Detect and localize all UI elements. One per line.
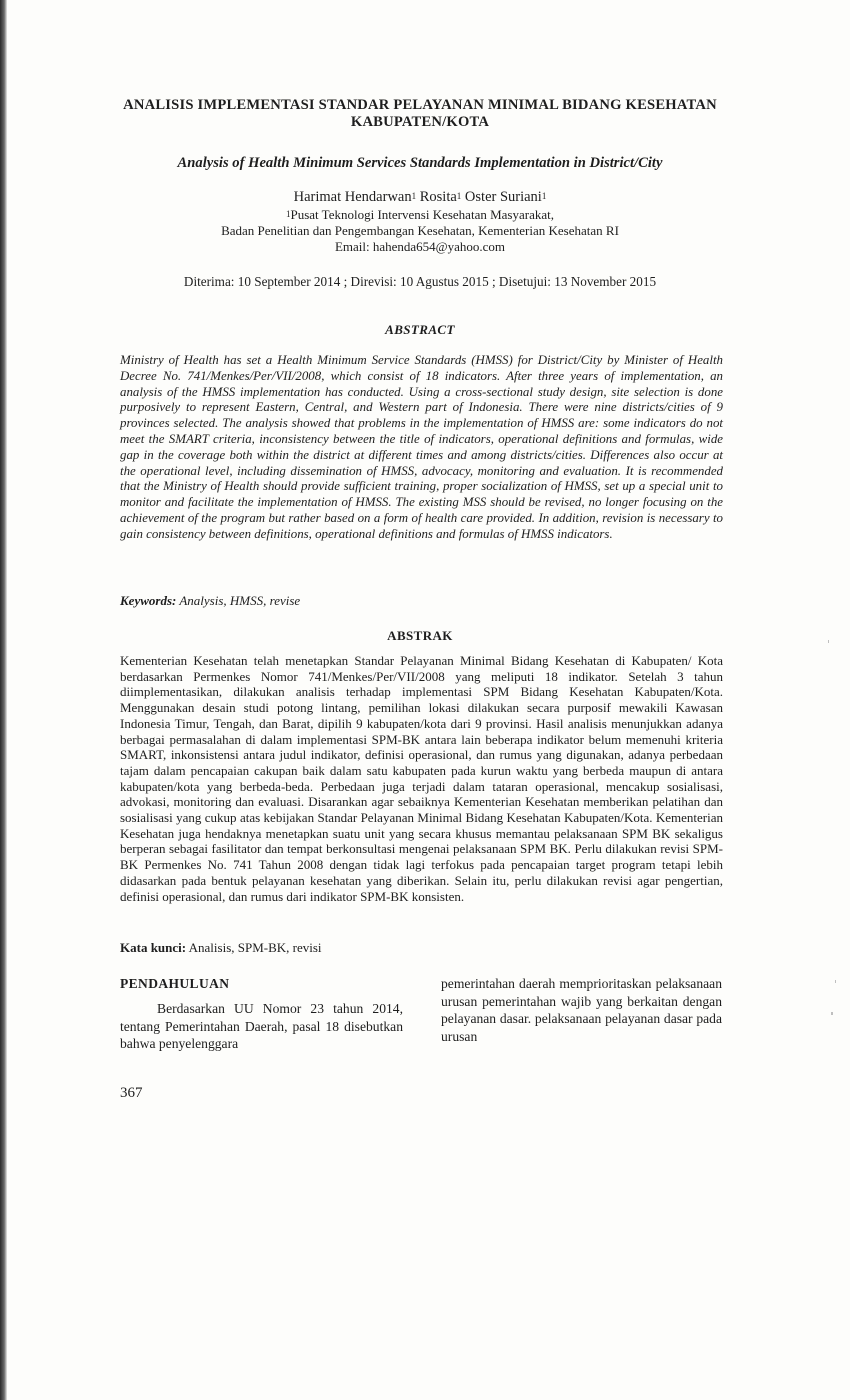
author-name: Harimat Hendarwan	[293, 189, 412, 205]
keywords-values: Analysis, HMSS, revise	[179, 593, 301, 608]
keywords-label: Keywords:	[120, 593, 177, 608]
abstrak-heading: ABSTRAK	[387, 628, 453, 643]
section-heading-pendahuluan: PENDAHULUAN	[120, 976, 230, 991]
abstrak-keywords	[120, 940, 322, 956]
author-affiliation-mark: 1	[456, 191, 462, 201]
author-affiliation-mark: 1	[411, 191, 417, 201]
abstrak-text: Kementerian Kesehatan telah menetapkan Standar Pelayanan Minimal Bidang Kesehatan di Kabupaten/ Kota berdasarkan Permenkes Nomor 741/Menkes/Per/VII/2008 yang meliputi 18 indikator. Setelah 3 tahun diimplementasikan, dilakukan analisis terhadap implementasi SPM Bidang Kesehatan Kabupaten/Kota. Menggunakan desain studi potong lintang, pemilihan lokasi dilakukan secara purposif mewakili Kawasan Indonesia Timur, Tengah, dan Barat, dipilih 9 kabupaten/kota dari 9 provinsi. Hasil analisis menunjukkan adanya berbagai permasalahan di dalam implementasi SPM-BK antara lain beberapa indikator belum memenuhi kriteria SMART, inkonsistensi antara judul indikator, definisi operasional, dan rumus yang digunakan, adanya perbedaan tajam dalam pencapaian cakupan baik dalam satu kabupaten pada kurun waktu yang berbeda maupun di antara kabupaten/kota yang berbeda-beda. Perbedaan juga terjadi dalam tataran operasional, mencakup sosialisasi, advokasi, monitoring dan evaluasi. Disarankan agar sebaiknya Kementerian Kesehatan memberikan pelatihan dan sosialisasi yang cukup atas kebijakan Standar Pelayanan Minimal Bidang Kesehatan Kabupaten/Kota. Kementerian Kesehatan juga hendaknya menetapkan suatu unit yang secara khusus memantau pelaksanaan SPM BK sekaligus berperan sebagai fasilitator dan tempat berkonsultasi mengenai pelaksanaan SPM BK. Perlu dilakukan revisi SPM-BK Permenkes No. 741 Tahun 2008 dengan tidak lagi terfokus pada pencapaian target program tetapi lebih didasarkan pada bentuk pelayanan kesehatan yang diberikan. Selain itu, perlu dilakukan revisi agar pengertian, definisi operasional, dan rumus dari indikator SPM-BK konsisten.	[120, 653, 723, 904]
affiliation-agency: Badan Penelitian dan Pengembangan Kesehatan, Kementerian Kesehatan RI	[221, 223, 619, 238]
author-name: Oster Suriani	[464, 189, 542, 205]
scan-speck	[831, 1012, 833, 1015]
paper-title: ANALISIS IMPLEMENTASI STANDAR PELAYANAN MINIMAL BIDANG KESEHATAN KABUPATEN/KOTA	[123, 97, 717, 130]
intro-left-column: Berdasarkan UU Nomor 23 tahun 2014, tentang Pemerintahan Daerah, pasal 18 disebutkan bahwa penyelenggara	[120, 1001, 403, 1051]
paper-subtitle: Analysis of Health Minimum Services Standards Implementation in District/City	[177, 155, 663, 171]
abstract-text: Ministry of Health has set a Health Minimum Service Standards (HMSS) for District/City by Minister of Health Decree No. 741/Menkes/Per/VII/2008, which consist of 18 indicators. After three years of implementation, an analysis of the HMSS implementation has conducted. Using a cross-sectional study design, site selection is done purposively to represent Eastern, Central, and Western part of Indonesia. There were nine districts/cities of 9 provinces selected. The analysis showed that problems in the implementation of HMSS are: some indicators do not meet the SMART criteria, inconsistency between the title of indicators, operational definitions and formulas, wide gap in the coverage both within the district at different times and among districts/cities. Differences also occur at the operational level, including dissemination of HMSS, advocacy, monitoring and evaluation. It is recommended that the Ministry of Health should provide sufficient training, proper socialization of HMSS, set up a special unit to monitor and facilitate the implementation of HMSS. The existing MSS should be revised, no longer focusing on the achievement of the program but rather based on a form of health care provided. In addition, revision is necessary to gain consistency between definitions, operational definitions and formulas of HMSS indicators.	[120, 353, 723, 541]
scan-speck	[835, 980, 836, 983]
author-affiliation-mark: 1	[541, 191, 547, 201]
affiliation-block	[170, 207, 670, 255]
author-email[interactable]: Email: hahenda654@yahoo.com	[334, 239, 506, 254]
abstract-keywords	[120, 593, 300, 609]
affiliation-institute: $^1$Pusat Teknologi Intervensi Kesehatan Masyarakat,	[286, 207, 554, 222]
submission-dates: Diterima: 10 September 2014 ; Direvisi: 10 Agustus 2015 ; Disetujui: 13 November 2015	[183, 274, 657, 289]
intro-right-column: pemerintahan daerah memprioritaskan pelaksanaan urusan pemerintahan wajib yang berkaitan dengan pelayanan dasar. pelaksanaan pelayanan dasar pada urusan	[441, 976, 722, 1044]
kata-kunci-label: Kata kunci:	[120, 940, 187, 955]
affiliation-mark: 1	[286, 209, 291, 219]
scan-speck	[828, 640, 829, 643]
page-number: 367	[120, 1085, 143, 1101]
author-list	[170, 188, 670, 206]
author-name: Rosita	[419, 189, 457, 205]
abstract-heading: ABSTRACT	[385, 322, 455, 337]
kata-kunci-values: Analisis, SPM-BK, revisi	[188, 940, 322, 955]
